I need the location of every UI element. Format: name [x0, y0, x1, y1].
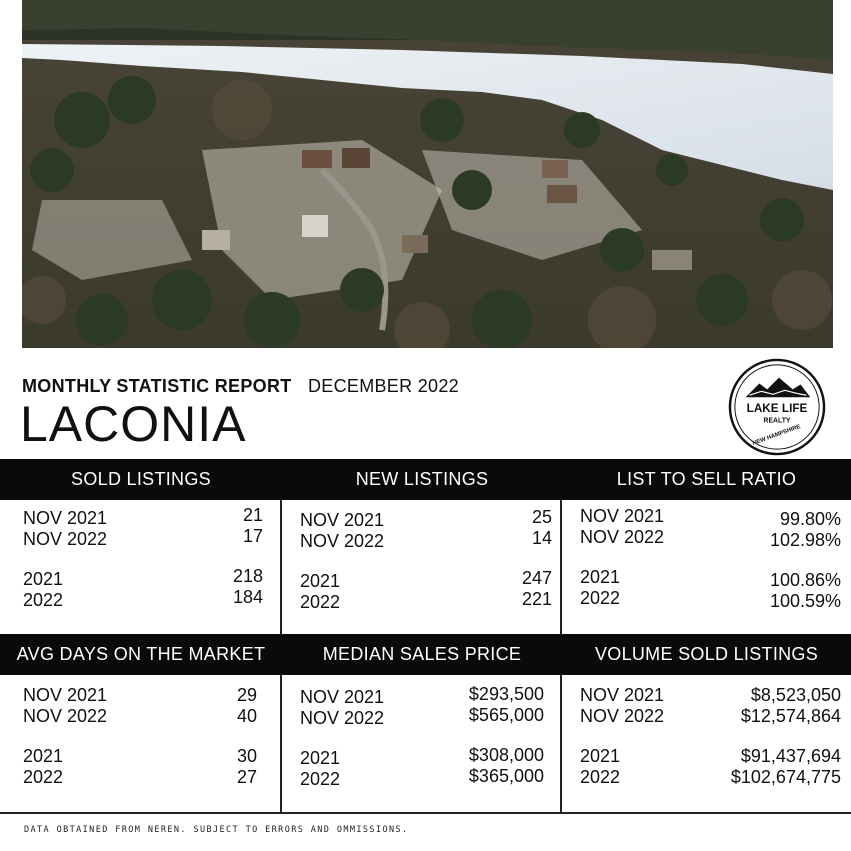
stat-label: 2021	[580, 567, 621, 587]
header-band-bottom	[0, 634, 851, 675]
report-label: MONTHLY STATISTIC REPORT	[22, 376, 292, 396]
lake-life-realty-logo	[728, 358, 826, 456]
stat-value: $293,500	[468, 684, 544, 704]
stat-value: $365,000	[468, 766, 544, 786]
stat-value: 100.86%	[769, 570, 841, 590]
logo-line1: LAKE LIFE	[746, 401, 808, 415]
section-title-list-to-sell-ratio: LIST TO SELL RATIO	[616, 469, 797, 489]
stats-list-to-sell-ratio	[580, 506, 841, 611]
stat-value: 27	[236, 767, 257, 787]
column-divider	[560, 500, 562, 634]
stat-label: NOV 2022	[580, 706, 665, 726]
stat-value: 102.98%	[769, 530, 841, 550]
stat-value: 100.59%	[769, 591, 841, 611]
stat-label: 2022	[300, 592, 341, 612]
stat-label: NOV 2022	[300, 708, 385, 728]
column-divider	[560, 675, 562, 812]
stat-value: 30	[236, 746, 257, 766]
stat-value: 218	[232, 566, 263, 586]
section-title-volume-sold: VOLUME SOLD LISTINGS	[594, 644, 819, 664]
stat-value: 17	[242, 526, 263, 546]
city-title: LACONIA	[20, 396, 247, 452]
stat-value: 99.80%	[779, 509, 841, 529]
column-divider	[280, 675, 282, 812]
stat-value: $8,523,050	[750, 685, 841, 705]
section-title-median-price: MEDIAN SALES PRICE	[322, 644, 522, 664]
stat-label: 2022	[580, 588, 621, 608]
stat-value: $91,437,694	[740, 746, 841, 766]
stat-value: $565,000	[468, 705, 544, 725]
stat-label: 2021	[580, 746, 621, 766]
stat-label: 2022	[300, 769, 341, 789]
stat-value: 29	[236, 685, 257, 705]
stat-label: NOV 2021	[23, 508, 108, 528]
stat-value: 25	[531, 507, 552, 527]
stat-value: 14	[531, 528, 552, 548]
stat-label: NOV 2021	[23, 685, 108, 705]
stat-value: $308,000	[468, 745, 544, 765]
stat-label: 2021	[23, 569, 64, 589]
stats-sold-listings	[23, 505, 263, 610]
logo-line3: NEW HAMPSHIRE	[751, 423, 802, 447]
stat-value: 247	[521, 568, 552, 588]
stat-label: 2022	[23, 590, 64, 610]
stat-label: NOV 2022	[23, 706, 108, 726]
stat-label: NOV 2022	[23, 529, 108, 549]
column-divider	[280, 500, 282, 634]
stats-avg-days	[23, 685, 257, 785]
report-date: DECEMBER 2022	[308, 376, 459, 396]
stat-label: NOV 2021	[300, 687, 385, 707]
stat-label: 2021	[300, 571, 341, 591]
stat-value: $12,574,864	[740, 706, 841, 726]
disclaimer: DATA OBTAINED FROM NEREN. SUBJECT TO ERRORS AND OMMISSIONS.	[24, 825, 409, 835]
bottom-rule	[0, 812, 851, 814]
stat-value: $102,674,775	[730, 767, 841, 787]
section-title-new-listings: NEW LISTINGS	[355, 469, 489, 489]
stat-label: NOV 2022	[300, 531, 385, 551]
stat-label: 2021	[23, 746, 64, 766]
stat-label: NOV 2022	[580, 527, 665, 547]
logo-line2: REALTY	[763, 417, 791, 425]
stat-value: 221	[521, 589, 552, 609]
stat-label: 2022	[23, 767, 64, 787]
stat-value: 21	[242, 505, 263, 525]
header-band-top	[0, 459, 851, 500]
stat-label: 2022	[580, 767, 621, 787]
stat-value: 40	[236, 706, 257, 726]
stat-label: 2021	[300, 748, 341, 768]
section-title-sold-listings: SOLD LISTINGS	[71, 469, 211, 489]
stat-label: NOV 2021	[580, 685, 665, 705]
aerial-lake-photo	[22, 0, 833, 348]
stat-value: 184	[232, 587, 263, 607]
stats-median-price	[300, 684, 544, 789]
stat-label: NOV 2021	[580, 506, 665, 526]
stats-volume-sold	[580, 685, 841, 785]
stats-new-listings	[300, 507, 552, 612]
stat-label: NOV 2021	[300, 510, 385, 530]
section-title-avg-days: AVG DAYS ON THE MARKET	[16, 644, 266, 664]
